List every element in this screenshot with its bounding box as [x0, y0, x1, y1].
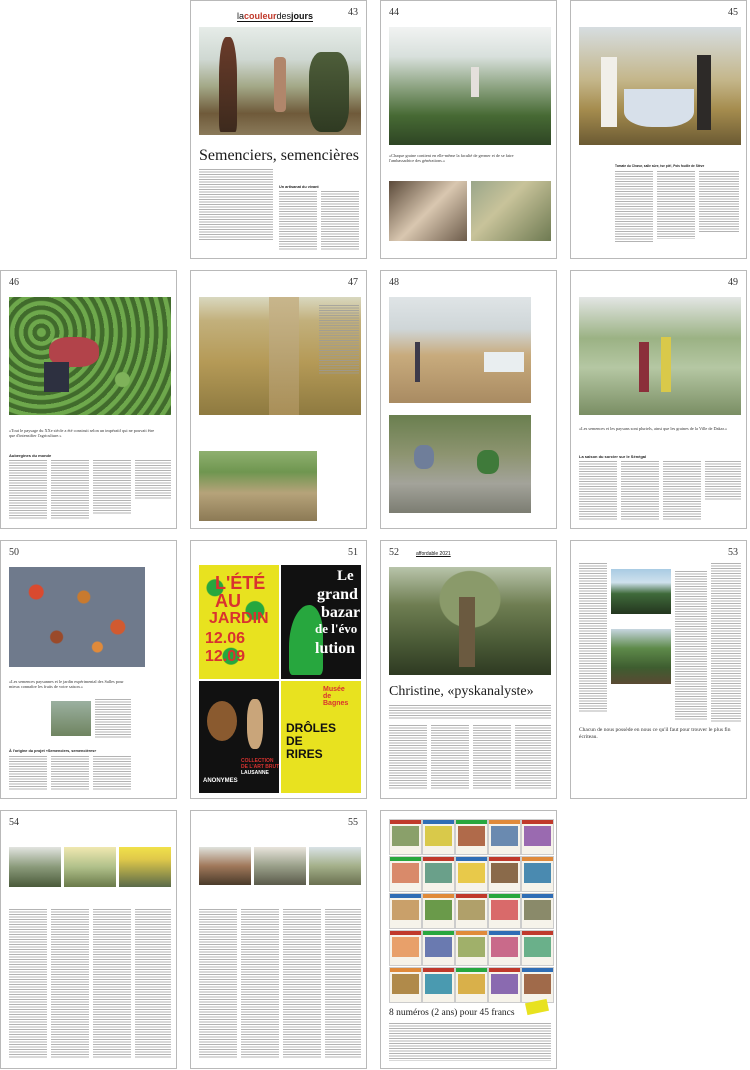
rice-planting-photo	[389, 415, 531, 513]
page-number: 47	[348, 277, 358, 288]
palm-photo	[611, 629, 671, 684]
poster-date: 12.09	[205, 648, 246, 665]
poster-ete-au-jardin	[199, 565, 279, 679]
group-photo-3	[309, 847, 361, 885]
greenhouse-photo	[199, 27, 361, 135]
field-workers-photo	[199, 451, 317, 521]
poster-title-line: JARDIN	[209, 610, 269, 627]
poster-museum: Bagnes	[323, 700, 349, 707]
section-subhead: Tomate du Chœur, salle sûre, tse pié!, Pois fouille de Stève	[615, 164, 705, 168]
section-subhead: À l'origine du projet «Semenciers, semencières»	[9, 749, 97, 753]
page-44[interactable]	[380, 0, 557, 259]
portrait-photo	[51, 701, 91, 736]
headline: Semenciers, semencières	[199, 147, 359, 164]
poster-anonymes	[199, 681, 279, 793]
page-number: 53	[728, 547, 738, 558]
page-55[interactable]	[190, 810, 367, 1069]
page-52[interactable]	[380, 540, 557, 799]
section-subhead: La saison du sorcier sur le Sénégal	[579, 454, 647, 459]
page-number: 48	[389, 277, 399, 288]
section-subhead: Un artisanat du vivant	[279, 185, 319, 189]
onion-field-photo	[579, 297, 741, 415]
page-subscribe[interactable]	[380, 810, 557, 1069]
pull-quote: «Les semences et les paysans sont pluriels, ainsi que les graines de la Ville de Dakar.»	[579, 426, 727, 431]
page-number: 54	[9, 817, 19, 828]
page-54[interactable]	[0, 810, 177, 1069]
desert-photo	[389, 297, 531, 403]
poster-title-line: RIRES	[286, 747, 323, 761]
page-number: 43	[348, 7, 358, 18]
section-subhead: Aubergines du monde	[9, 453, 52, 458]
farmers-photo-1	[9, 847, 61, 887]
page-45[interactable]	[570, 0, 747, 259]
page-49[interactable]	[570, 270, 747, 529]
poster-title-line: lution	[315, 640, 356, 657]
poster-title-line: AU	[215, 591, 241, 611]
subscribe-title: 8 numéros (2 ans) pour 45 francs	[389, 1008, 515, 1018]
page-number: 50	[9, 547, 19, 558]
page-50[interactable]	[0, 540, 177, 799]
collection-label: COLLECTION	[241, 758, 274, 764]
poster-droles-de-rires	[281, 681, 361, 793]
page-51[interactable]	[190, 540, 367, 799]
page-number: 44	[389, 7, 399, 18]
tree-photo	[389, 567, 551, 675]
page-43[interactable]	[190, 0, 367, 259]
pull-quote: «Chaque graine contient en elle-même la faculté de germer et de se faire l'ambassadrice des générations.»	[389, 153, 514, 164]
poster-title-line: bazar	[321, 604, 361, 621]
poster-title-line: de l'évo	[315, 621, 358, 636]
pull-quote: «Les semences paysannes et le jardin expérimental des Salles pour mieux connaître les fruits de votre saison.»	[9, 679, 124, 690]
page-53[interactable]	[570, 540, 747, 799]
poster-museum: Musée	[323, 686, 345, 693]
seedbed-photo	[389, 27, 551, 145]
pull-quote: «Tout le paysage du XXe siècle a été construit selon un impératif qui ne pouvait être que d'intensifier l'agriculture.»	[9, 428, 155, 439]
poster-title-line: Le	[337, 568, 354, 584]
page-number: 49	[728, 277, 738, 288]
subscription-form[interactable]	[389, 1023, 551, 1061]
page-47[interactable]	[190, 270, 367, 529]
lettuce-field-photo	[9, 297, 171, 415]
poster-title-line: DE	[286, 734, 303, 748]
collection-label: LAUSANNE	[241, 770, 269, 776]
dried-fruit-photo	[9, 567, 145, 667]
page-number: 46	[9, 277, 19, 288]
headline: Christine, «pyskanalyste»	[389, 684, 534, 699]
farmers-photo-3	[119, 847, 171, 887]
collection-label: DE L'ART BRUT	[241, 764, 280, 770]
page-number: 45	[728, 7, 738, 18]
group-photo-2	[254, 847, 306, 885]
poster-title-line: grand	[317, 586, 358, 603]
seeds-photo	[471, 181, 551, 241]
page-number: 51	[348, 547, 358, 558]
page-number: 52	[389, 547, 399, 558]
page-number: 55	[348, 817, 358, 828]
poster-title-line: DRÔLES	[286, 721, 337, 735]
section-label: affordable 2021	[416, 551, 451, 557]
poster-date: 12.06	[205, 630, 246, 647]
coast-photo	[611, 569, 671, 614]
poster-title-line: L'ÉTÉ	[215, 573, 266, 593]
masthead-logo: lacouleurdesjours	[237, 11, 314, 21]
group-photo-1	[199, 847, 251, 885]
farmers-photo-2	[64, 847, 116, 887]
poster-museum: de	[323, 693, 332, 700]
back-issues-grid	[389, 819, 551, 1004]
poster-grand-bazar	[281, 565, 361, 679]
page-46[interactable]	[0, 270, 177, 529]
pull-quote: Chacun de nous possède en nous ce qu'il faut pour trouver le plus fin écriteau.	[579, 727, 731, 740]
lab-photo	[389, 181, 467, 241]
page-48[interactable]	[380, 270, 557, 529]
poster-label: ANONYMES	[203, 778, 238, 784]
harvest-photo	[579, 27, 741, 145]
